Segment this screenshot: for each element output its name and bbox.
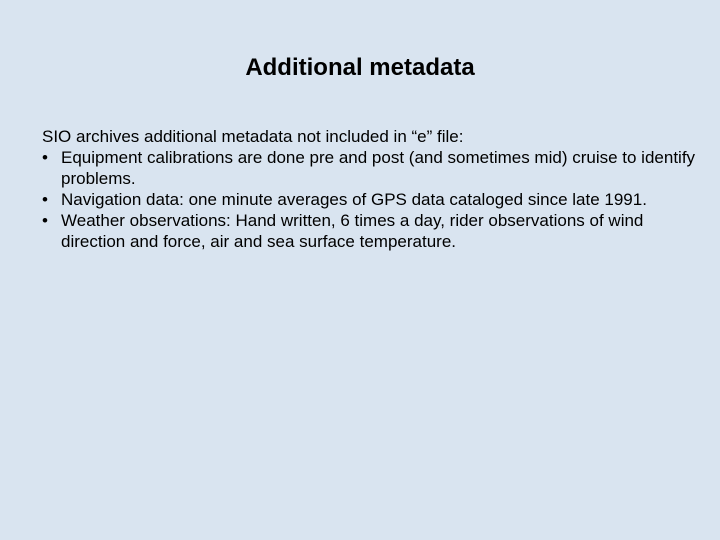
list-item: [42, 189, 702, 210]
bullet-list: [42, 147, 702, 252]
bullet-icon: •: [42, 190, 48, 209]
bullet-text: Weather observations: Hand written, 6 times a day, rider observations of wind direction and force, air and sea surface temperature.: [61, 211, 644, 251]
bullet-text: Equipment calibrations are done pre and post (and sometimes mid) cruise to identify problems.: [61, 148, 696, 188]
list-item: [42, 210, 702, 252]
intro-text: SIO archives additional metadata not included in “e” file:: [42, 127, 464, 146]
list-item: [42, 147, 702, 189]
bullet-icon: •: [42, 211, 48, 230]
slide-body: [42, 126, 702, 252]
bullet-text: Navigation data: one minute averages of GPS data cataloged since late 1991.: [61, 190, 647, 209]
bullet-icon: •: [42, 148, 48, 167]
slide-title: Additional metadata: [245, 54, 475, 81]
